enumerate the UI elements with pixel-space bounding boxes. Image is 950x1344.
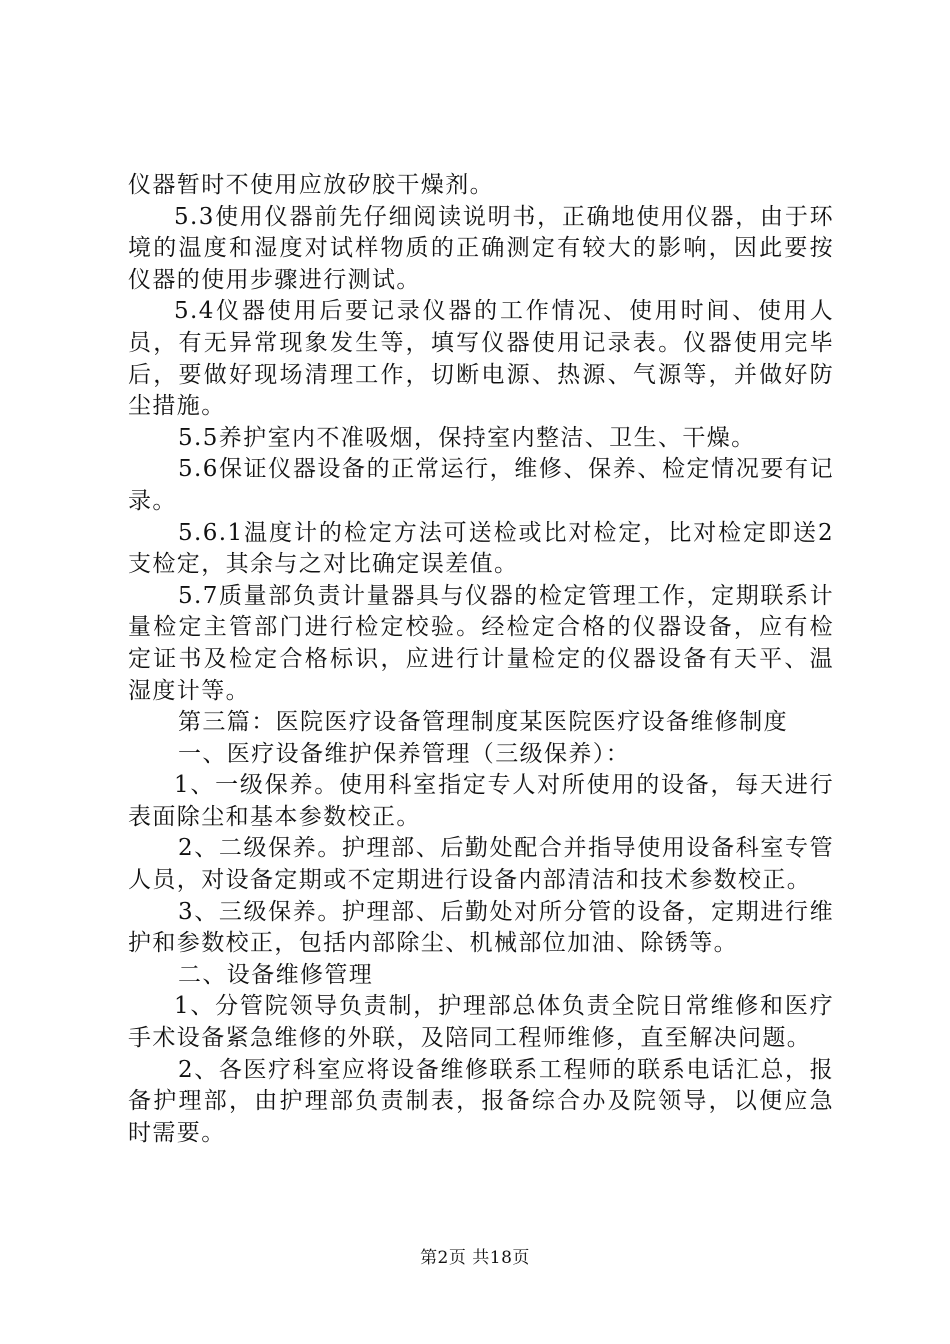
document-body <box>128 170 834 1149</box>
page-number-footer: 第2页 共18页 <box>420 1248 530 1268</box>
paragraph-5-6: 5.6保证仪器设备的正常运行，维修、保养、检定情况要有记录。 <box>128 456 834 514</box>
paragraph-5-3: 5.3使用仪器前先仔细阅读说明书，正确地使用仪器，由于环境的温度和湿度对试样物质的正确测定有较大的影响，因此要按仪器的使用步骤进行测试。 <box>128 203 834 293</box>
paragraph-5-5: 5.5养护室内不准吸烟，保持室内整洁、卫生、干燥。 <box>178 424 756 451</box>
paragraph-5-6-1: 5.6.1温度计的检定方法可送检或比对检定，比对检定即送2支检定，其余与之对比确定误差值。 <box>128 519 834 578</box>
heading-repair: 二、设备维修管理 <box>178 961 374 988</box>
heading-maintenance: 一、医疗设备维护保养管理（三级保养）： <box>178 740 631 767</box>
list-item-repair-2: 2、各医疗科室应将设备维修联系工程师的联系电话汇总，报备护理部，由护理部负责制表，报备综合办及院领导，以便应急时需要。 <box>128 1056 834 1146</box>
paragraph-5-4: 5.4仪器使用后要记录仪器的工作情况、使用时间、使用人员，有无异常现象发生等，填写仪器使用记录表。仪器使用完毕后，要做好现场清理工作，切断电源、热源、气源等，并做好防尘措施。 <box>128 298 834 420</box>
paragraph-5-7: 5.7质量部负责计量器具与仪器的检定管理工作，定期联系计量检定主管部门进行检定校验。经检定合格的仪器设备，应有检定证书及检定合格标识，应进行计量检定的仪器设备有天平、温湿度计等。 <box>128 582 834 704</box>
list-item-level-2: 2、二级保养。护理部、后勤处配合并指导使用设备科室专管人员，对设备定期或不定期进行设备内部清洁和技术参数校正。 <box>128 835 834 894</box>
list-item-level-3: 3、三级保养。护理部、后勤处对所分管的设备，定期进行维护和参数校正，包括内部除尘、机械部位加油、除锈等。 <box>128 898 834 957</box>
list-item-repair-1: 1、分管院领导负责制，护理部总体负责全院日常维修和医疗手术设备紧急维修的外联，及陪同工程师维修，直至解决问题。 <box>128 993 834 1052</box>
list-item-level-1: 1、一级保养。使用科室指定专人对所使用的设备，每天进行表面除尘和基本参数校正。 <box>128 772 834 830</box>
section-heading-part-3: 第三篇：医院医疗设备管理制度某医院医疗设备维修制度 <box>178 709 788 736</box>
paragraph-continuation: 仪器暂时不使用应放矽胶干燥剂。 <box>128 172 494 198</box>
